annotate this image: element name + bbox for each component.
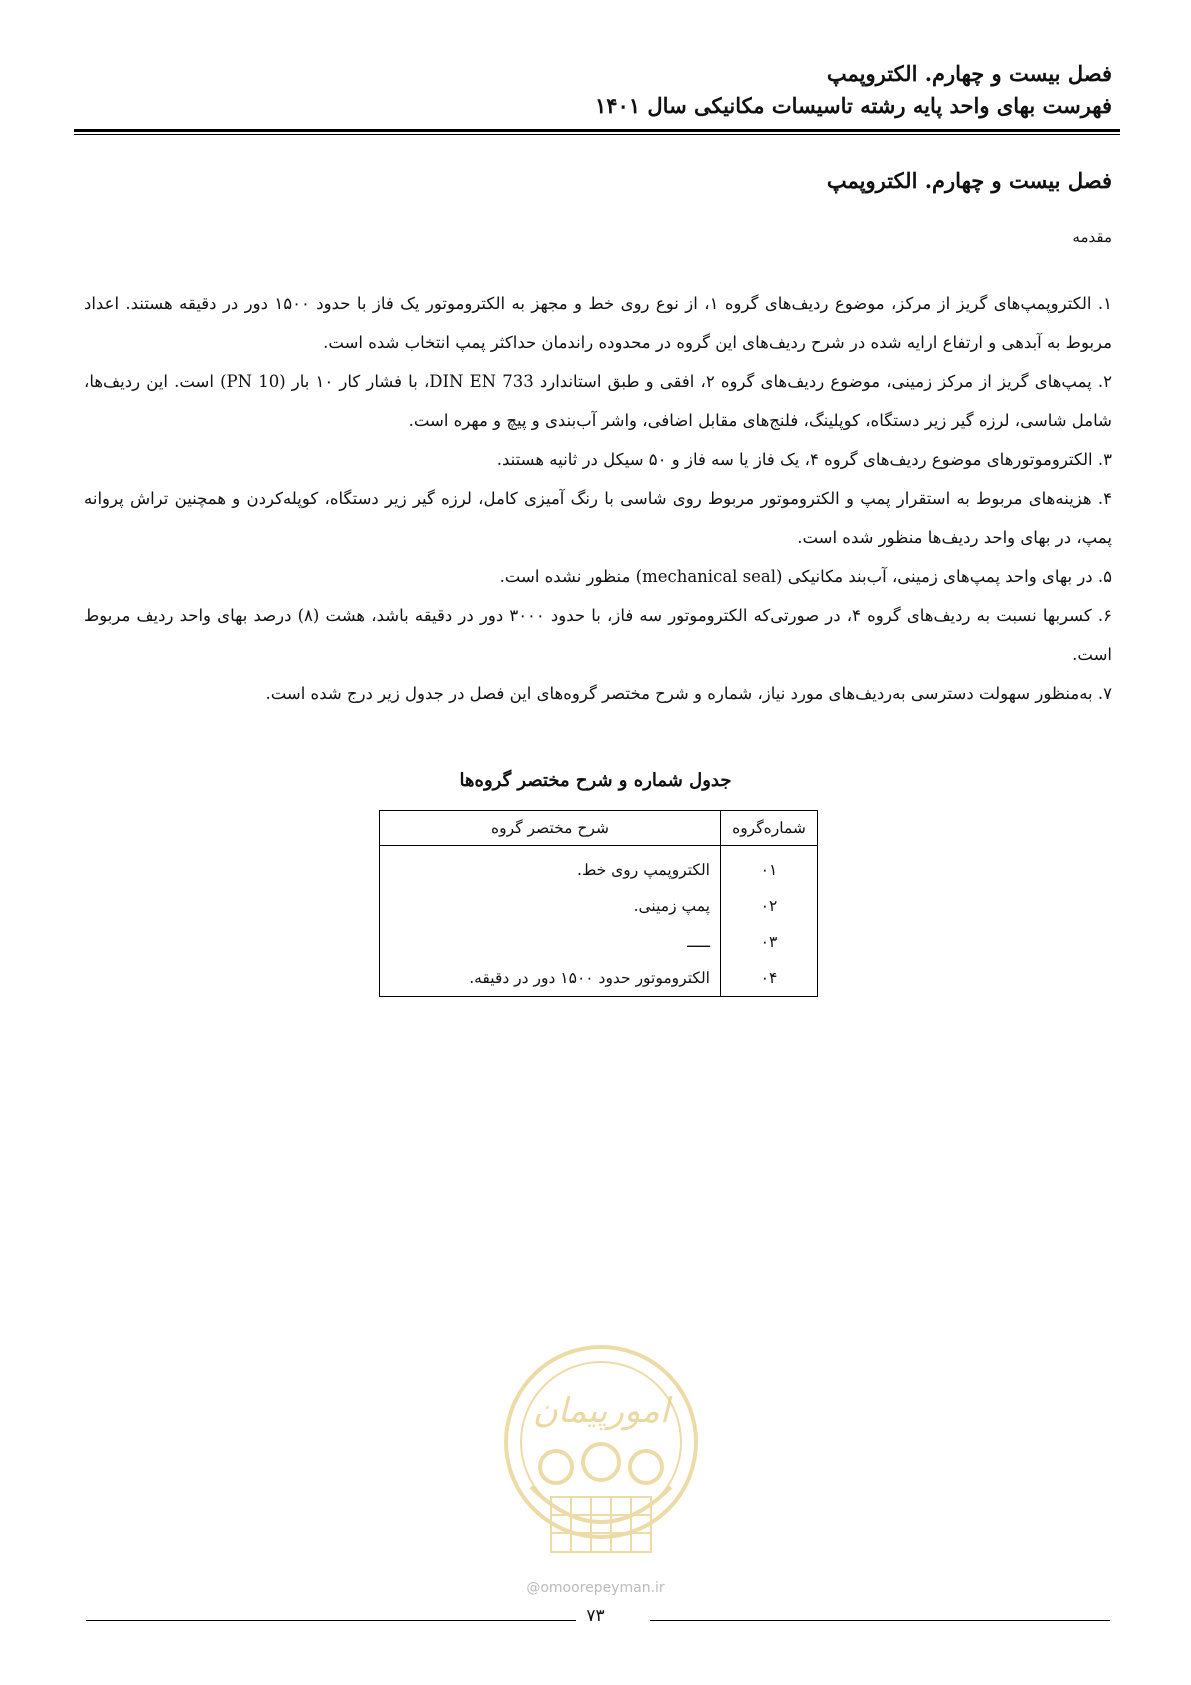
group-description: پمپ زمینی. <box>380 888 721 924</box>
paragraph-3: ۳. الکتروموتورهای موضوع ردیف‌های گروه ۴، یک فاز یا سه فاز و ۵۰ سیکل در ثانیه هستند. <box>496 450 1112 469</box>
table-row <box>380 888 818 924</box>
page-header <box>72 58 1112 122</box>
paragraph-5: ۵. در بهای واحد پمپ‌های زمینی، آب‌بند مکانیکی (mechanical seal) منظور نشده است. <box>499 567 1112 586</box>
table-row <box>380 960 818 997</box>
paragraph-6: ۶. کسربها نسبت به ردیف‌های گروه ۴، در صورتی‌که الکتروموتور سه فاز، با حدود ۳۰۰۰ دور در دقیقه باشد، هشت (۸) درصد بهای واحد ردیف مربوط است. <box>84 606 1113 664</box>
group-number: ۰۱ <box>721 846 818 889</box>
intro-paragraphs <box>84 284 1112 713</box>
table-row <box>380 846 818 889</box>
paragraph-7: ۷. به‌منظور سهولت دسترسی به‌ردیف‌های مورد نیاز، شماره و شرح مختصر گروه‌های این فصل در جدول زیر درج شده است. <box>265 684 1112 703</box>
group-description: الکتروپمپ روی خط. <box>380 846 721 889</box>
groups-table <box>379 810 818 997</box>
chapter-title: فصل بیست و چهارم. الکتروپمپ <box>826 168 1112 193</box>
group-number: ۰۴ <box>721 960 818 997</box>
paragraph-4: ۴. هزینه‌های مربوط به استقرار پمپ و الکتروموتور مربوط روی شاسی با رنگ آمیزی کامل، لرزه گیر زیر دستگاه، کوپله‌کردن و همچنین تراش پروانه پمپ، در بهای واحد ردیف‌ها منظور شده است. <box>84 489 1112 547</box>
header-chapter: فصل بیست و چهارم. الکتروپمپ <box>826 61 1112 86</box>
header-catalog-title: فهرست بهای واحد پایه رشته تاسیسات مکانیکی سال ۱۴۰۱ <box>594 93 1112 118</box>
intro-label: مقدمه <box>1072 228 1112 246</box>
column-header-group-description: شرح مختصر گروه <box>380 811 721 846</box>
group-number: ۰۲ <box>721 888 818 924</box>
header-rule-thick <box>74 129 1120 132</box>
watermark-url: @omoorepeyman.ir <box>526 1580 665 1596</box>
paragraph-1: ۱. الکتروپمپ‌های گریز از مرکز، موضوع ردیف‌های گروه ۱، از نوع روی خط و مجهز به الکتروموتور یک فاز با حدود ۱۵۰۰ دور در دقیقه هستند. اعداد مربوط به آبدهی و ارتفاع ارایه شده در شرح ردیف‌های این گروه در محدوده راندمان حداکثر پمپ انتخاب شده است. <box>84 294 1112 352</box>
group-description: ـــــ <box>380 924 721 960</box>
header-rule-thin <box>74 134 1120 135</box>
svg-text:امورپیمان: امورپیمان <box>532 1391 670 1431</box>
column-header-group-number: شماره‌گروه <box>721 811 818 846</box>
group-number: ۰۳ <box>721 924 818 960</box>
table-title: جدول شماره و شرح مختصر گروه‌ها <box>459 770 732 791</box>
page-number: ۷۳ <box>586 1606 605 1626</box>
table-row <box>380 924 818 960</box>
paragraph-2: ۲. پمپ‌های گریز از مرکز زمینی، موضوع ردیف‌های گروه ۲، افقی و طبق استاندارد DIN EN 733، با فشار کار ۱۰ بار (PN 10) است. این ردیف‌ها، شامل شاسی، لرزه گیر زیر دستگاه، کوپلینگ، فلنج‌های مقابل اضافی، واشر آب‌بندی و پیچ و مهره است. <box>84 372 1113 430</box>
table-header-row <box>380 811 818 846</box>
group-description: الکتروموتور حدود ۱۵۰۰ دور در دقیقه. <box>380 960 721 997</box>
